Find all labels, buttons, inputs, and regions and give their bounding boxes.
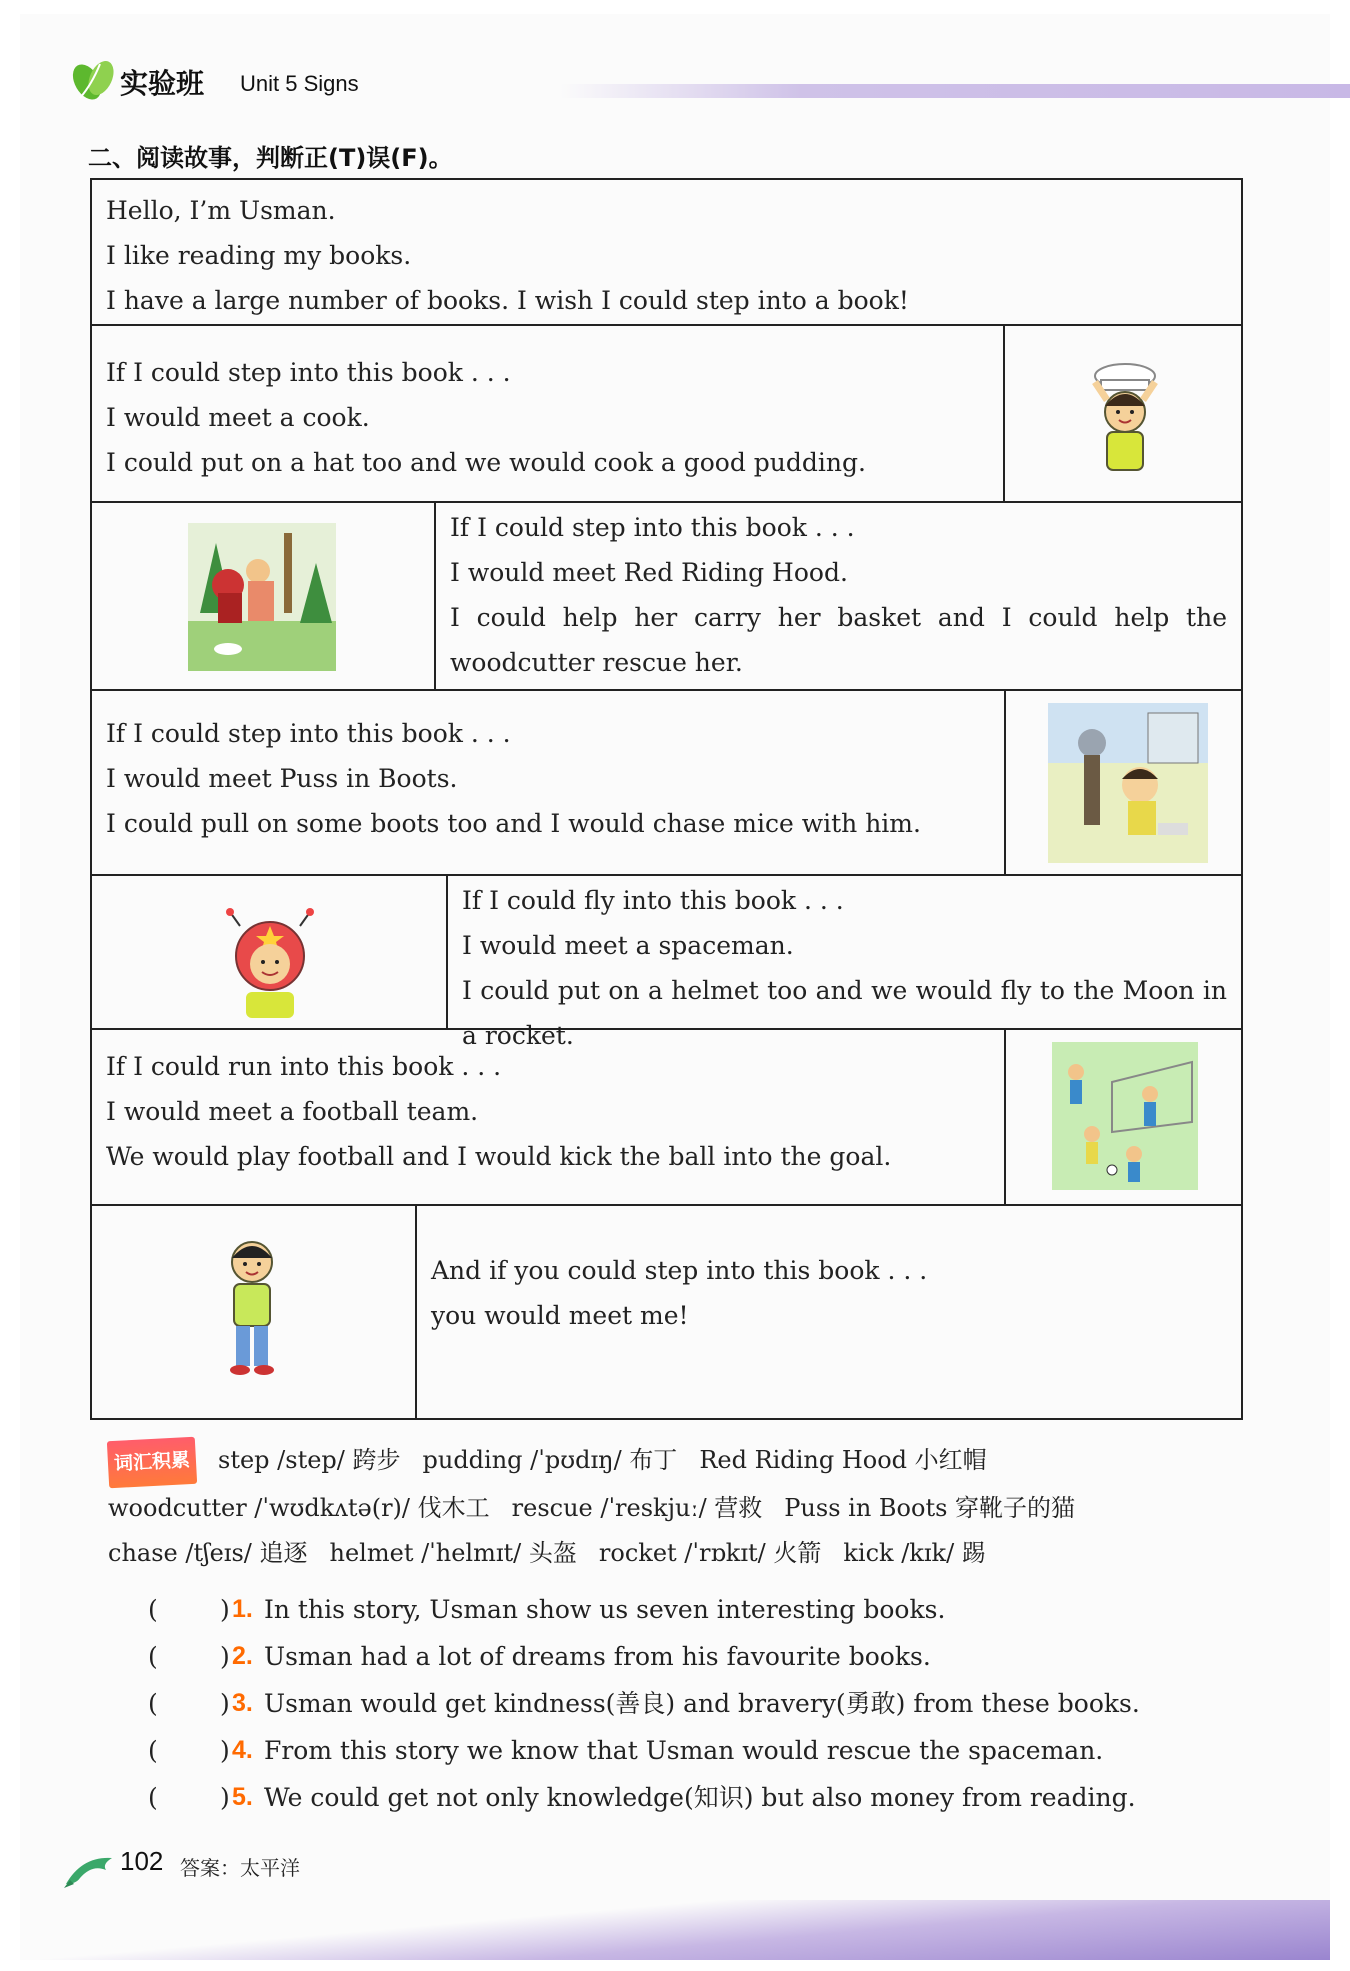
puss-text [92, 691, 1004, 854]
vocab-item: Red Riding Hood 小红帽 [699, 1446, 987, 1474]
boy-helmet-illustration [218, 908, 322, 1020]
unit-title: Unit 5 Signs [240, 71, 359, 96]
dolphin-icon [62, 1850, 118, 1890]
story-line: I could put on a hat too and we would cook a good pudding. [106, 448, 866, 477]
answer-note: 答案：太平洋 [180, 1856, 300, 1880]
vocab-item: kick /kɪk/ 踢 [843, 1539, 986, 1567]
vocab-item: step /step/ 跨步 [218, 1446, 401, 1474]
answer-blank-open[interactable]: ( [148, 1595, 158, 1624]
story-row-puss-in-boots [92, 691, 1241, 876]
story-line: I have a large number of books. I wish I could step into a book! [106, 286, 909, 315]
story-line: And if you could step into this book . . . [431, 1256, 928, 1285]
vocab-item: woodcutter /ˈwʊdkʌtə(r)/ 伐木工 [108, 1494, 490, 1522]
story-line: I would meet a football team. [106, 1097, 479, 1126]
vocab-item: Puss in Boots 穿靴子的猫 [784, 1494, 1076, 1522]
cook-picture-cell [1003, 326, 1241, 501]
page-number: 102 [120, 1846, 164, 1876]
me-text [417, 1206, 1241, 1346]
story-row-intro [92, 180, 1241, 326]
intro-text [92, 180, 1241, 331]
story-line: If I could step into this book . . . [106, 719, 511, 748]
answer-blank-open[interactable]: ( [148, 1689, 158, 1718]
story-line: I would meet a cook. [106, 403, 370, 432]
boy-chef-hat-illustration [1077, 360, 1173, 476]
story-row-spaceman [92, 876, 1241, 1050]
answer-blank-close: ) [220, 1783, 230, 1812]
cook-text [92, 326, 1003, 493]
story-table [90, 178, 1243, 1420]
question-text: Usman had a lot of dreams from his favourite books. [264, 1642, 931, 1671]
page-header [70, 56, 1300, 106]
story-line: I would meet Puss in Boots. [106, 764, 458, 793]
story-line: If I could run into this book . . . [106, 1052, 502, 1081]
story-line: Hello, I’m Usman. [106, 196, 336, 225]
puss-picture-cell [1004, 691, 1241, 874]
story-line: I would meet a spaceman. [462, 931, 794, 960]
question-item [148, 1727, 1288, 1774]
footer-band [20, 1900, 1330, 1960]
question-item [148, 1633, 1288, 1680]
answer-blank-open[interactable]: ( [148, 1642, 158, 1671]
vocab-item: helmet /ˈhelmɪt/ 头盔 [329, 1539, 577, 1567]
question-item [148, 1680, 1288, 1727]
answer-blank-close: ) [220, 1689, 230, 1718]
story-line: I could pull on some boots too and I would chase mice with him. [106, 809, 921, 838]
red-riding-hood-picture-cell [92, 503, 436, 689]
leaf-logo-icon [70, 56, 118, 102]
football-picture-cell [1004, 1030, 1241, 1204]
vocab-box [108, 1438, 1268, 1576]
question-text: We could get not only knowledge(知识) but also money from reading. [264, 1783, 1136, 1812]
header-band [560, 84, 1350, 98]
question-number: 3. [232, 1689, 253, 1717]
red-riding-hood-text [436, 503, 1241, 693]
story-row-me [92, 1206, 1241, 1418]
usman-boy-illustration [212, 1236, 292, 1376]
story-line: I would meet Red Riding Hood. [450, 558, 848, 587]
question-number: 5. [232, 1783, 253, 1811]
question-list [148, 1586, 1288, 1821]
football-team-illustration [1052, 1042, 1198, 1190]
vocab-item: pudding /ˈpʊdɪŋ/ 布丁 [422, 1446, 678, 1474]
story-line: If I could step into this book . . . [106, 358, 511, 387]
brand-title: 实验班 [120, 67, 205, 100]
football-text [92, 1030, 1004, 1187]
story-line: I like reading my books. [106, 241, 412, 270]
question-item [148, 1774, 1288, 1821]
answer-blank-close: ) [220, 1595, 230, 1624]
vocab-item: rescue /ˈreskjuː/ 营救 [511, 1494, 763, 1522]
vocab-item: rocket /ˈrɒkɪt/ 火箭 [598, 1539, 822, 1567]
story-line: We would play football and I would kick the ball into the goal. [106, 1142, 892, 1171]
answer-blank-open[interactable]: ( [148, 1783, 158, 1812]
question-text: Usman would get kindness(善良) and bravery(勇敢) from these books. [264, 1689, 1140, 1718]
puss-in-boots-illustration [1048, 703, 1208, 863]
question-item [148, 1586, 1288, 1633]
question-text: From this story we know that Usman would rescue the spaceman. [264, 1736, 1104, 1765]
section-title: 二、阅读故事，判断正(T)误(F)。 [88, 144, 453, 172]
story-row-red-riding-hood [92, 503, 1241, 691]
answer-blank-close: ) [220, 1736, 230, 1765]
answer-blank-close: ) [220, 1642, 230, 1671]
question-number: 2. [232, 1642, 253, 1670]
story-line: If I could fly into this book . . . [462, 886, 844, 915]
vocab-item: chase /tʃeɪs/ 追逐 [108, 1539, 308, 1567]
spaceman-picture-cell [92, 876, 448, 1028]
question-number: 1. [232, 1595, 253, 1623]
me-picture-cell [92, 1206, 417, 1418]
answer-blank-open[interactable]: ( [148, 1736, 158, 1765]
story-line: If I could step into this book . . . [450, 513, 855, 542]
story-line: I could put on a helmet too and we would fly to the Moon in a rocket. [462, 976, 1227, 1050]
red-riding-hood-illustration [188, 523, 336, 671]
story-line: I could help her carry her basket and I could help the woodcutter rescue her. [450, 603, 1227, 677]
question-text: In this story, Usman show us seven interesting books. [264, 1595, 946, 1624]
story-line: you would meet me! [431, 1301, 689, 1330]
story-row-football [92, 1030, 1241, 1206]
vocab-badge: 词汇积累 [107, 1437, 197, 1489]
question-number: 4. [232, 1736, 253, 1764]
story-row-cook [92, 326, 1241, 503]
